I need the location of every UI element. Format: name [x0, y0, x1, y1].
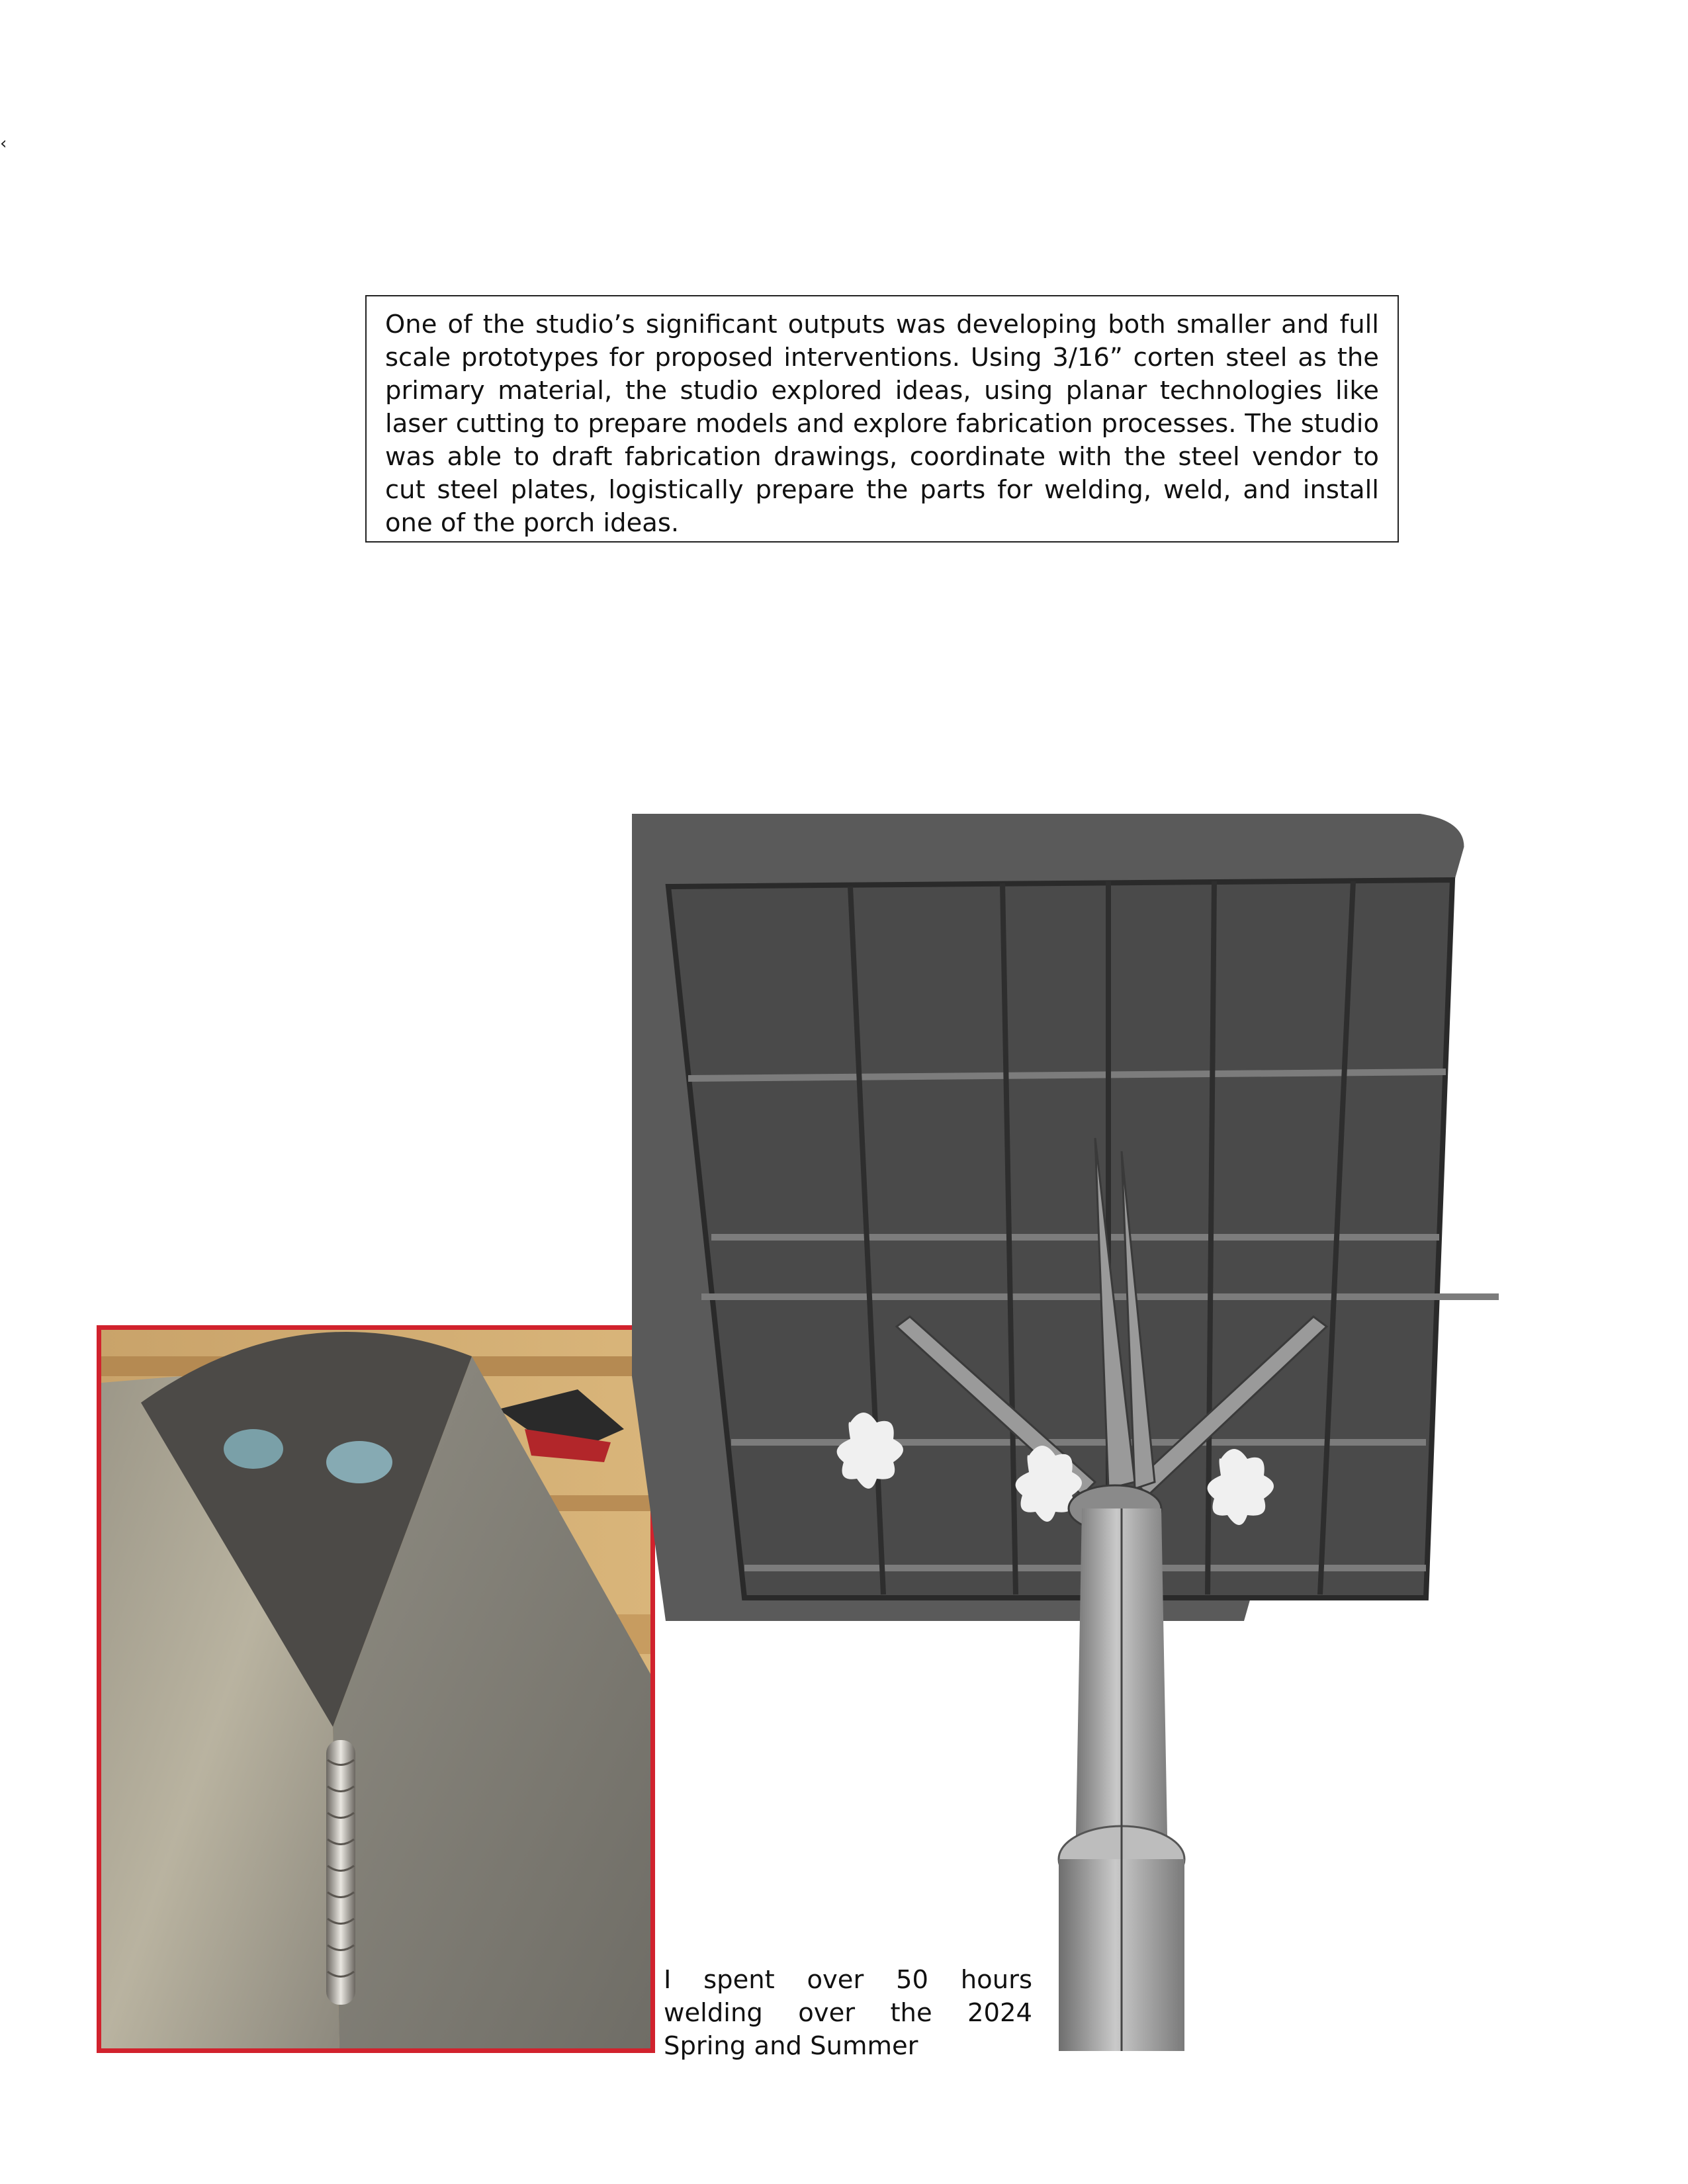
intro-paragraph: One of the studio’s significant outputs was developing both smaller and full scale prototypes for proposed interventions. Using 3/16” corten steel as the primary material, the studio explored ideas, using planar technologies like laser cutting to prepare models and explore fabrication processes. The studio was able to draft fabrication drawings, coordinate with the steel vendor to cut steel plates, logistically prepare the parts for welding, weld, and install one of the porch ideas. [385, 310, 1379, 538]
canopy-photo [632, 807, 1505, 2051]
photo-caption: I spent over 50 hours welding over the 2024 Spring and Summer [664, 1965, 1032, 2061]
weld-bead-photo-icon [101, 1330, 650, 2048]
corner-mark: ‹ [0, 134, 7, 153]
intro-text-box [365, 295, 1399, 543]
steel-canopy-photo-icon [632, 807, 1505, 2051]
weld-photo [97, 1325, 655, 2053]
